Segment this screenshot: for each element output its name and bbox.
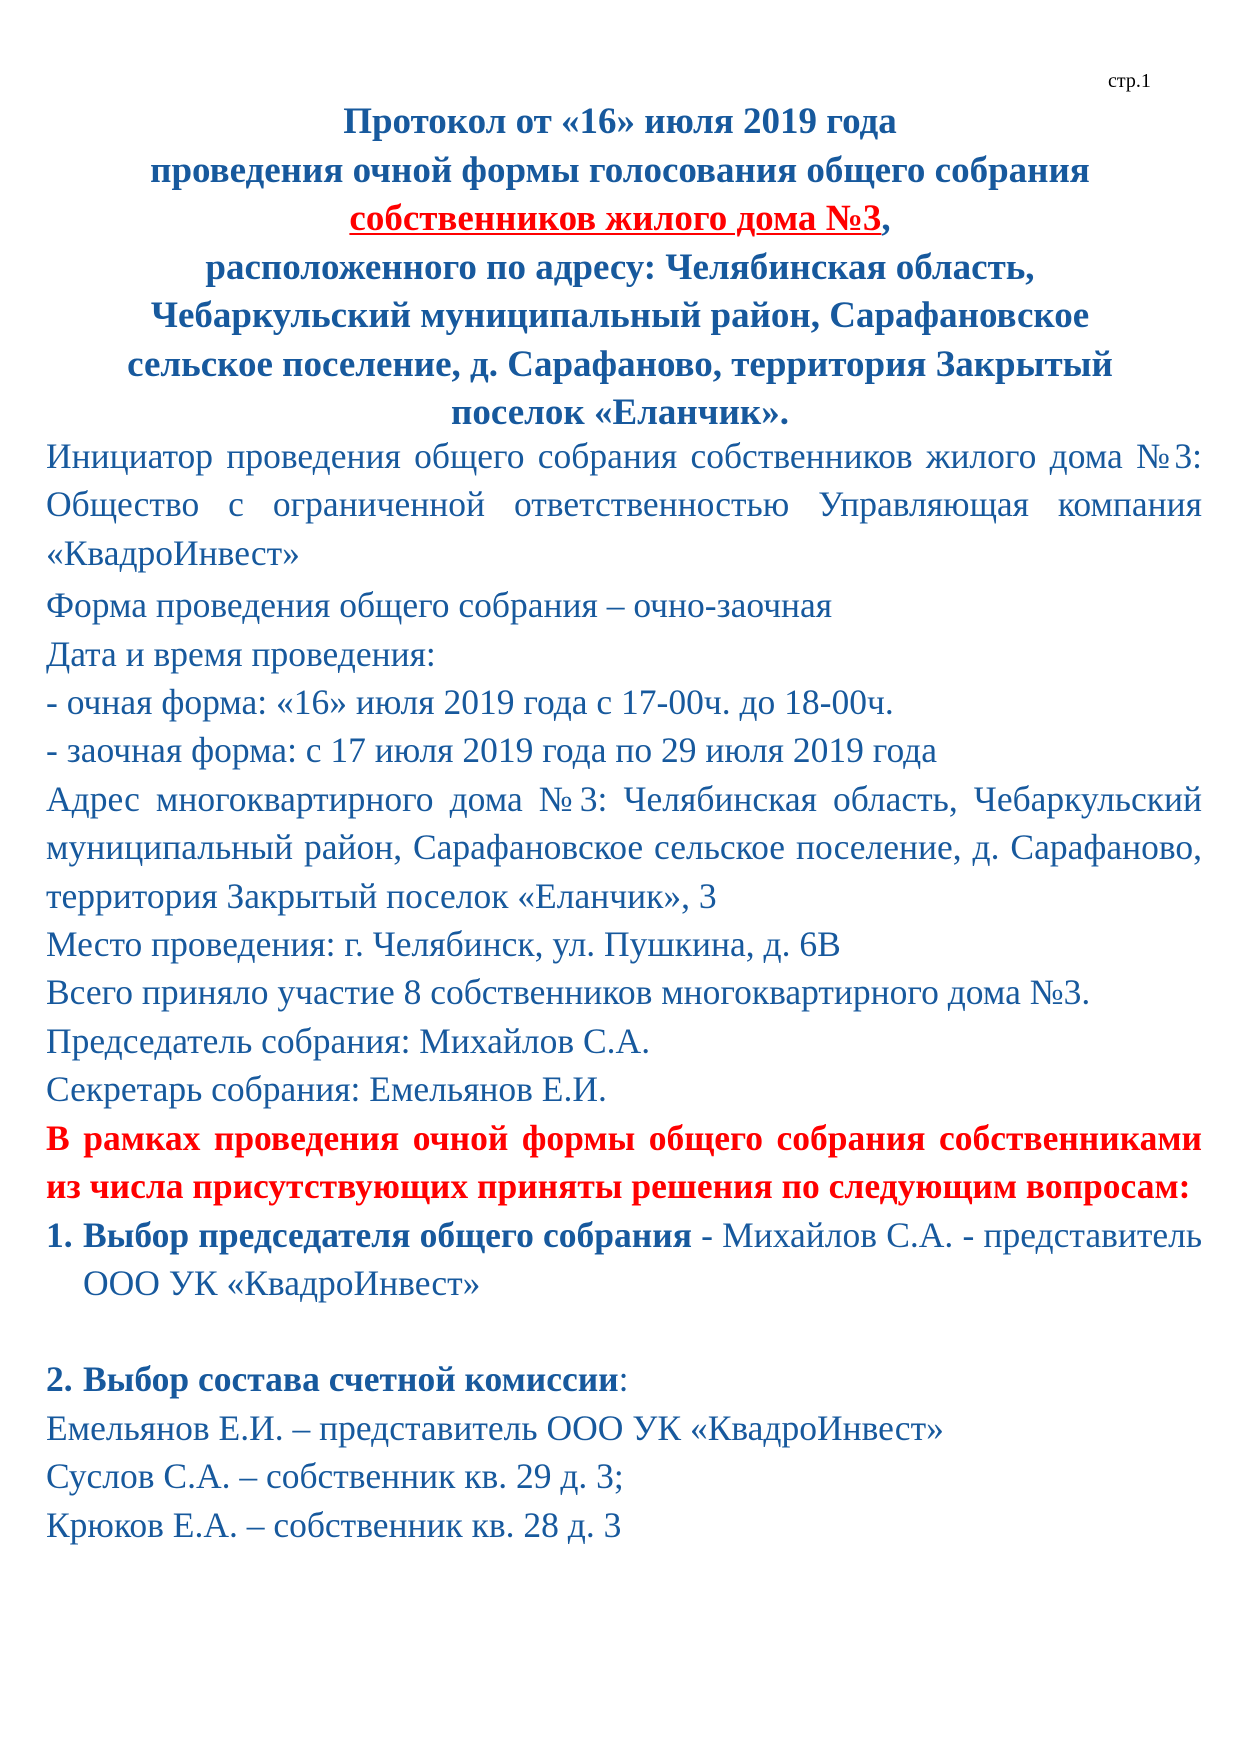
heading-line: расположенного по адресу: Челябинская область, — [205, 246, 1035, 288]
agenda-item-rest: - Михайлов С.А. - представитель ООО УК «КвадроИнвест» — [83, 1214, 1203, 1303]
date-in-person: - очная форма: «16» июля 2019 года с 17-00ч. до 18-00ч. — [46, 682, 894, 723]
heading-line-tail: , — [881, 198, 891, 239]
date-title: Дата и время проведения: — [46, 633, 436, 674]
chairman-paragraph: Председатель собрания: Михайлов С.А. — [46, 1020, 651, 1061]
document-heading — [0, 98, 1240, 438]
page-number: стр.1 — [1108, 70, 1151, 92]
commission-member: Суслов С.А. – собственник кв. 29 д. 3; — [46, 1456, 624, 1497]
secretary-paragraph: Секретарь собрания: Емельянов Е.И. — [46, 1069, 607, 1110]
heading-line: проведения очной формы голосования общего собрания — [150, 149, 1090, 191]
heading-line: Протокол от «16» июля 2019 года — [343, 101, 897, 142]
agenda-item-rest: : — [618, 1359, 629, 1400]
agenda-item-text — [83, 1355, 1202, 1403]
agenda-item-text — [83, 1211, 1202, 1308]
agenda-item — [46, 1355, 1202, 1403]
heading-line: Чебаркульский муниципальный район, Сарафановское — [150, 295, 1090, 336]
heading-line-house — [0, 195, 1240, 244]
house-highlight: собственников жилого дома №3 — [349, 198, 882, 239]
decisions-intro: В рамках проведения очной формы общего собрания собственниками из числа присутствующих приняты решения по следующим вопросам: — [46, 1117, 1202, 1207]
heading-line: поселок «Еланчик». — [451, 392, 789, 433]
heading-line: сельское поселение, д. Сарафаново, территория Закрытый — [127, 343, 1113, 385]
spacer — [46, 1307, 1202, 1355]
agenda-item — [46, 1211, 1202, 1308]
commission-member: Емельянов Е.И. – представитель ООО УК «КвадроИнвест» — [46, 1407, 944, 1448]
agenda-item-number: 2. — [46, 1359, 73, 1400]
address-paragraph: Адрес многоквартирного дома №3: Челябинская область, Чебаркульский муниципальный район, Сарафановское сельское поселение, д. Сарафаново, территория Закрытый поселок «Еланчик», 3 — [46, 778, 1202, 916]
agenda-item-number: 1. — [46, 1214, 73, 1255]
date-absentee: - заочная форма: с 17 июля 2019 года по 29 июля 2019 года — [46, 730, 937, 771]
form-paragraph: Форма проведения общего собрания – очно-заочная — [46, 585, 833, 626]
participants-paragraph: Всего приняло участие 8 собственников многоквартирного дома №3. — [46, 972, 1091, 1013]
agenda-item-title: Выбор председателя общего собрания — [83, 1214, 692, 1255]
venue-paragraph: Место проведения: г. Челябинск, ул. Пушкина, д. 6В — [46, 924, 841, 965]
document-body — [46, 432, 1202, 1549]
initiator-paragraph: Инициатор проведения общего собрания собственников жилого дома №3: Общество с ограниченной ответственностью Управляющая компания «КвадроИнвест» — [46, 436, 1202, 573]
agenda-item-title: Выбор состава счетной комиссии — [83, 1359, 619, 1400]
commission-member: Крюков Е.А. – собственник кв. 28 д. 3 — [46, 1504, 622, 1545]
